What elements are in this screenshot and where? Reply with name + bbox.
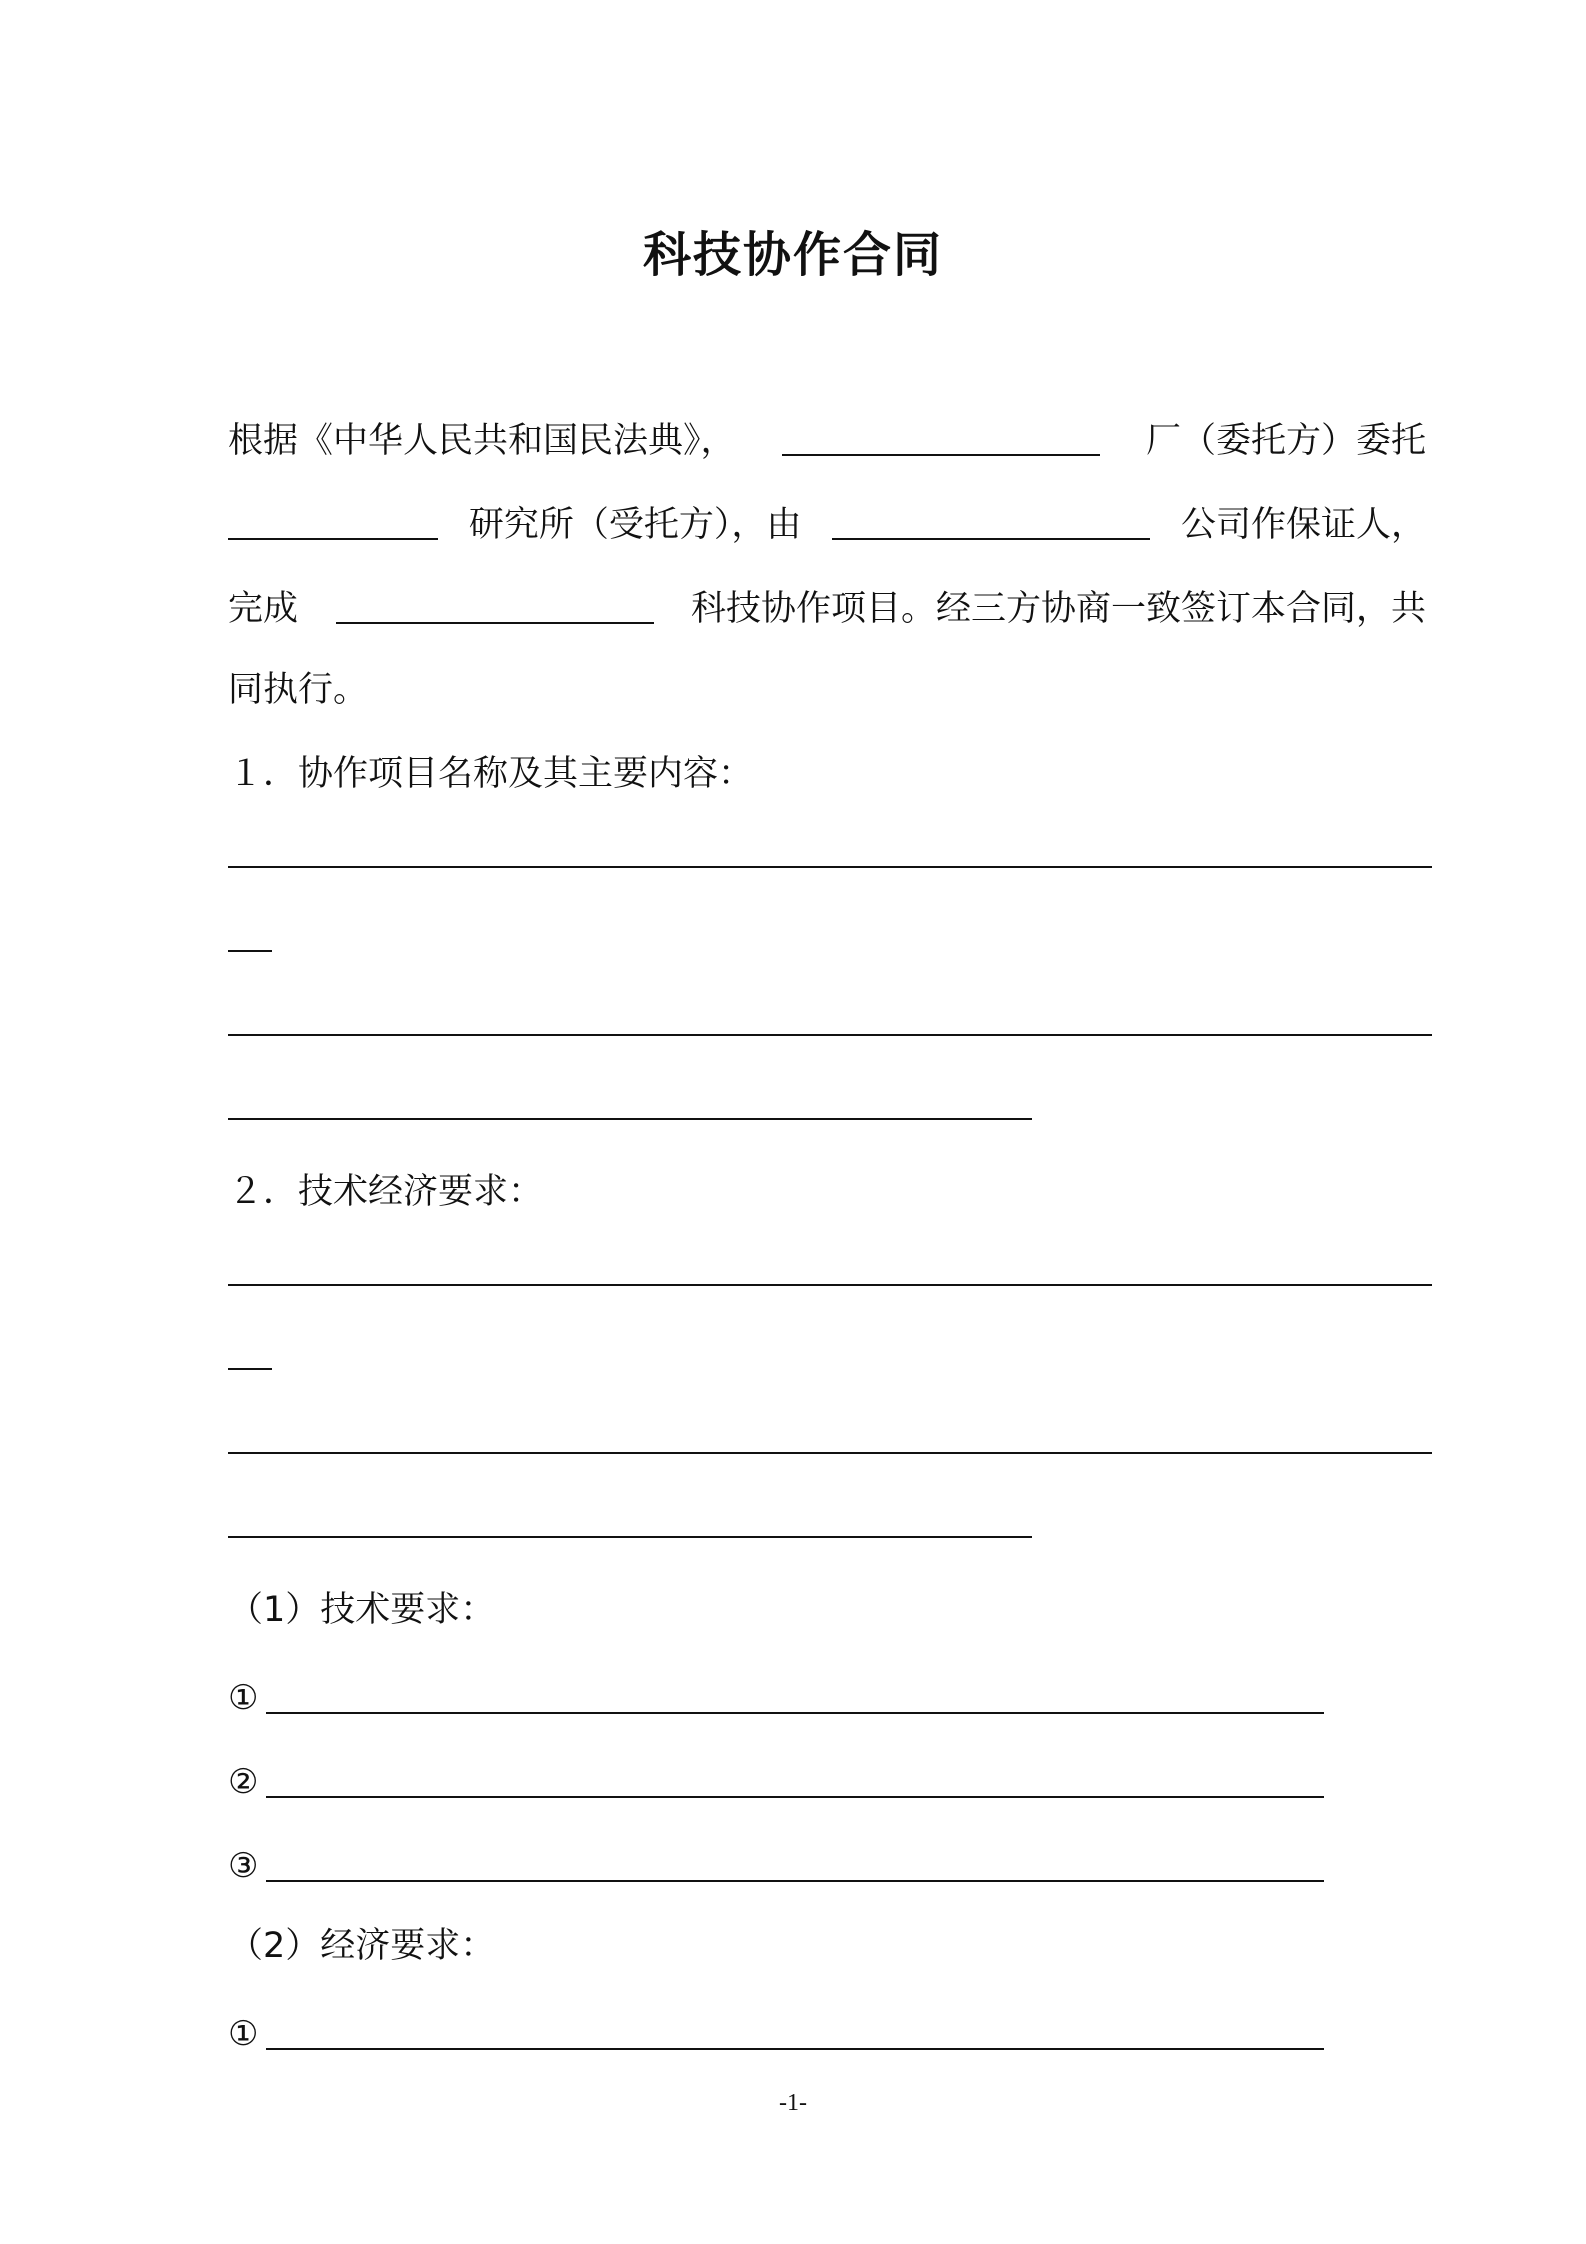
technical-item-2-marker: ② <box>228 1762 259 1802</box>
technical-item-1-marker: ① <box>228 1678 259 1718</box>
technical-item-2-blank[interactable] <box>266 1796 1324 1798</box>
economic-item-1-blank[interactable] <box>266 2048 1324 2050</box>
technical-item-3-marker: ③ <box>228 1846 259 1886</box>
section2-blank-line-2[interactable] <box>228 1452 1432 1454</box>
section2-blank-line-1-tail[interactable] <box>228 1368 272 1370</box>
section2-blank-line-3[interactable] <box>228 1536 1032 1538</box>
intro-text-3a: 完成 <box>228 589 299 629</box>
intro-text-2a: 研究所（受托方），由 <box>468 505 802 545</box>
section1-blank-line-3[interactable] <box>228 1118 1032 1120</box>
intro-line-4: 同执行。 <box>228 670 369 710</box>
document-title: 科技协作合同 <box>642 227 943 283</box>
intro-line-2 <box>228 498 1426 546</box>
intro-text-2b: 公司作保证人， <box>1180 505 1426 545</box>
company-blank[interactable] <box>832 504 1150 540</box>
intro-text-3b: 科技协作项目。经三方协商一致签订本合同，共 <box>690 589 1426 629</box>
economic-item-1-marker: ① <box>228 2014 259 2054</box>
section2-blank-line-1[interactable] <box>228 1284 1432 1286</box>
technical-item-3-blank[interactable] <box>266 1880 1324 1882</box>
section1-blank-line-1-tail[interactable] <box>228 950 272 952</box>
intro-line-3 <box>228 582 1426 630</box>
project-blank[interactable] <box>336 588 654 624</box>
page-number: -1- <box>779 2090 807 2116</box>
factory-blank[interactable] <box>782 420 1100 456</box>
institute-blank[interactable] <box>228 504 438 540</box>
section1-blank-line-2[interactable] <box>228 1034 1432 1036</box>
economic-requirements-heading: （2）经济要求： <box>228 1926 496 1966</box>
technical-item-1-blank[interactable] <box>266 1712 1324 1714</box>
intro-text-1a: 根据《中华人民共和国民法典》， <box>228 421 736 461</box>
technical-requirements-heading: （1）技术要求： <box>228 1590 496 1630</box>
section1-blank-line-1[interactable] <box>228 866 1432 868</box>
section1-heading: １．协作项目名称及其主要内容： <box>228 754 754 794</box>
section2-heading: ２．技术经济要求： <box>228 1172 544 1212</box>
intro-text-1b: 厂（委托方）委托 <box>1145 421 1426 461</box>
intro-line-1 <box>228 414 1426 462</box>
